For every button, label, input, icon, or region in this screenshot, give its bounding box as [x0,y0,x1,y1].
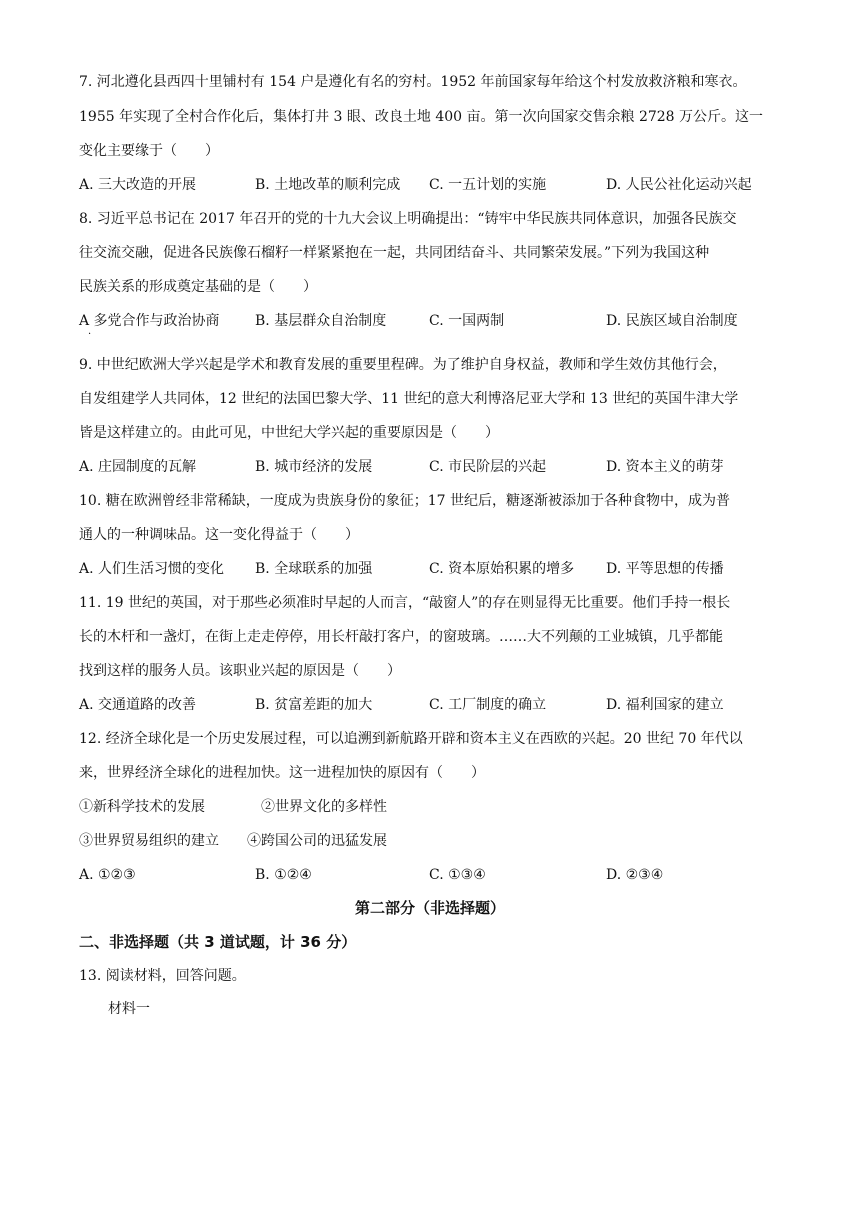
q7-line-2: 1955 年实现了全村合作化后，集体打井 3 眼、改良土地 400 亩。第一次向国家交售余粮 2728 万公斤。这一 [79,109,764,125]
q11-option-c: C. 工厂制度的确立 [429,697,547,713]
q8-options [79,311,779,331]
part-two-title: 第二部分（非选择题） [354,899,505,917]
q8-option-d: D. 民族区域自治制度 [606,313,738,329]
q12-line-1: 12. 经济全球化是一个历史发展过程，可以追溯到新航路开辟和资本主义在西欧的兴起。20 世纪 70 年代以 [79,731,743,747]
q10-option-d: D. 平等思想的传播 [606,561,724,577]
q12-statement-3-4: ③世界贸易组织的建立 ④跨国公司的迅猛发展 [79,833,387,849]
q10-option-c: C. 资本原始积累的增多 [429,561,575,577]
q7-option-b: B. 土地改革的顺利完成 [255,177,401,193]
q8-option-a: A 多党合作与政治协商 [79,313,220,329]
q8-option-c: C. 一国两制 [429,313,505,329]
stray-dot-mark: · [88,329,92,340]
q10-line-1: 10. 糖在欧洲曾经非常稀缺，一度成为贵族身份的象征；17 世纪后，糖逐渐被添加于各种食物中，成为普 [79,493,730,509]
material-one-label: 材料一 [108,1001,150,1017]
q11-line-2: 长的木杆和一盏灯，在街上走走停停，用长杆敲打客户，的窗玻璃。……大不列颠的工业城镇，几乎都能 [79,629,723,645]
q9-option-a: A. 庄园制度的瓦解 [79,459,197,475]
q9-line-1: 9. 中世纪欧洲大学兴起是学术和教育发展的重要里程碑。为了维护自身权益，教师和学生效仿其他行会， [79,357,727,373]
q12-option-a: A. ①②③ [79,867,136,883]
q12-statement-1-2: ①新科学技术的发展 ②世界文化的多样性 [79,799,387,815]
q8-line-2: 往交流交融，促进各民族像石榴籽一样紧紧抱在一起，共同团结奋斗、共同繁荣发展。”下列为我国这种 [79,245,710,261]
q12-option-b: B. ①②④ [255,867,312,883]
q9-options [79,457,779,477]
q11-line-3: 找到这样的服务人员。该职业兴起的原因是（ ） [79,663,401,679]
q8-line-3: 民族关系的形成奠定基础的是（ ） [79,279,317,295]
q7-options [79,175,779,195]
q7-option-d: D. 人民公社化运动兴起 [606,177,752,193]
q10-line-2: 通人的一种调味品。这一变化得益于（ ） [79,527,359,543]
q10-option-a: A. 人们生活习惯的变化 [79,561,225,577]
q10-options [79,559,779,579]
q11-options [79,695,779,715]
section-two-title: 二、非选择题（共 3 道试题，计 36 分） [79,933,357,951]
q8-line-1: 8. 习近平总书记在 2017 年召开的党的十九大会议上明确提出：“铸牢中华民族共同体意识，加强各民族交 [79,211,737,227]
q12-line-2: 来，世界经济全球化的进程加快。这一进程加快的原因有（ ） [79,765,485,781]
q9-option-d: D. 资本主义的萌芽 [606,459,724,475]
q12-option-d: D. ②③④ [606,867,664,883]
q9-option-b: B. 城市经济的发展 [255,459,373,475]
q9-line-2: 自发组建学人共同体，12 世纪的法国巴黎大学、11 世纪的意大利博洛尼亚大学和 13 世纪的英国牛津大学 [79,391,739,407]
q7-line-3: 变化主要缘于（ ） [79,143,219,159]
q11-option-d: D. 福利国家的建立 [606,697,724,713]
q12-options [79,865,779,885]
q11-option-a: A. 交通道路的改善 [79,697,197,713]
q11-line-1: 11. 19 世纪的英国，对于那些必须准时早起的人而言，“敲窗人”的存在则显得无比重要。他们手持一根长 [79,595,731,611]
q11-option-b: B. 贫富差距的加大 [255,697,373,713]
q7-line-1: 7. 河北遵化县西四十里铺村有 154 户是遵化有名的穷村。1952 年前国家每年给这个村发放救济粮和寒衣。 [79,74,747,90]
q10-option-b: B. 全球联系的加强 [255,561,373,577]
q12-option-c: C. ①③④ [429,867,486,883]
q7-option-a: A. 三大改造的开展 [79,177,197,193]
q7-option-c: C. 一五计划的实施 [429,177,547,193]
q9-line-3: 皆是这样建立的。由此可见，中世纪大学兴起的重要原因是（ ） [79,425,499,441]
q13-intro: 13. 阅读材料，回答问题。 [79,968,246,984]
q8-option-b: B. 基层群众自治制度 [255,313,387,329]
q9-option-c: C. 市民阶层的兴起 [429,459,547,475]
